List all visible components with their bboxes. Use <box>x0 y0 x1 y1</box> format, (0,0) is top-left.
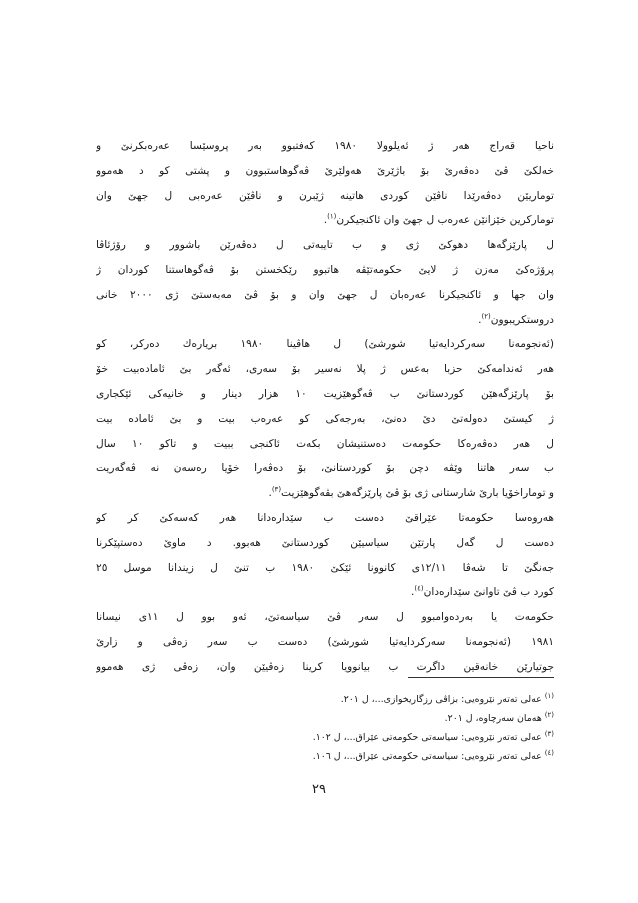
text-line: (ئەنجومەنا سەرکردایەتیا شورشێ) ل هاڤینا ١٩٨٠ بریارەك دەرکر، کو <box>96 338 554 351</box>
text-line: ژ کیستێ دەولەتێ دێ دەنێ، بەرجەکی کو عەرەب بیت و بێ ئامادە بیت <box>96 412 554 425</box>
text-line: خەلکێ ڤێ دەڤەرێ بۆ باژێرێ هەولێرێ ڤەگوهاستبوون و پشتی کو د هەموو <box>96 164 554 177</box>
footnote <box>96 709 554 728</box>
footnote-ref: (١) <box>327 212 337 221</box>
footnote-text: عەلی تەتەر نێروەیی: سیاسەتی حکومەتی عێراق...، ل ١٠٢. <box>312 732 542 743</box>
text-line-content: و توماراخۆیا بارێ شارستانی ژی بۆ ڤێ پارێزگەهێ بڤەگوهێزیت <box>281 487 554 500</box>
text-line: جوتیارێن خانەقین داگرت ب بیانوویا کرینا زەڤیێن وان، زەڤی ژی هەموو <box>96 660 554 673</box>
page-number: ٢٩ <box>312 782 326 797</box>
footnote-text: هەمان سەرچاوە، ل ٢٠١. <box>444 713 542 724</box>
text-line: ل پارێزگەها دهوکێ ژی و ب تایبەتی ل دەڤەرێن باشوور و رۆژئاڤا <box>96 239 554 252</box>
footnote <box>96 690 554 709</box>
footnote-mark: (٤) <box>544 748 554 757</box>
text-line: ١٩٨١ (ئەنجومەنا سەرکردایەتیا شورشێ) دەست ب سەر زەڤی و زارێ <box>96 635 554 648</box>
text-line: ب سەر هاتنا وێڤە دچن بۆ کوردستانێ، بۆ دەڤەرا خۆیا رەسەن نە ڤەگەریت <box>96 462 554 475</box>
footnote-ref: (٢) <box>481 312 491 321</box>
footnote-ref: (٣) <box>271 485 282 494</box>
footnote-separator <box>408 677 554 678</box>
text-line-content: دروستکریبوون <box>490 313 554 326</box>
text-line: دروستکریبوون$^{(٢)}$. <box>478 312 554 326</box>
footnote-mark: (١) <box>544 691 554 700</box>
footnote-text: عەلی تەتەر نێروەیی: سیاسەتی حکومەتی عێراق...، ل ١٠٦. <box>312 751 542 762</box>
footnote <box>96 728 554 747</box>
footnote-mark: (٣) <box>544 729 554 738</box>
text-line: حکومەت یا بەردەوامبوو ل سەر ڤێ سیاسەتێ، ئەو بوو ل ١١ی نیسانا <box>96 611 554 624</box>
text-line: و توماراخۆیا بارێ شارستانی ژی بۆ ڤێ پارێزگەهێ بڤەگوهێزیت$^{(٣)}$. <box>268 485 554 500</box>
text-line: دەست ل گەل پارتێن سیاسیێن کوردستانێ هەبوو. د ماوێ دەستپێکرنا <box>96 536 554 549</box>
text-line: هەر ئەندامەکێ حزبا بەعس ژ پلا نەسیر بۆ سەری، ئەگەر بێ ئامادەبیت خۆ <box>96 363 554 376</box>
text-line-content: کورد ب ڤێ تاوانێ سێدارەدان <box>423 586 554 599</box>
footnote-text: عەلی تەتەر نێروەیی: بزاڤی رزگاریخوازی...، ل ٢٠١. <box>340 694 542 705</box>
footnote-ref: (٤) <box>414 584 424 593</box>
body-text <box>96 134 554 680</box>
text-line-content: توماركرین خێزانێن عەرەب ل جهێ وان ئاکنجیکرن <box>336 214 554 227</box>
text-line: توماریێن دەڤەرێدا ناڤێن کوردی هاتینە ژێبرن و ناڤێن عەرەبی ل جهێ وان <box>96 189 554 202</box>
text-line: وان جها و ئاکنجیکرنا عەرەبان ل جهێ وان و بۆ ڤێ مەبەستێ ژی ٢٠٠٠ خانی <box>96 288 554 301</box>
text-line: ل هەر دەڤەرەکا حکومەت دەستنیشان بکەت ئاکنجی ببیت و تاکو ١٠ سال <box>96 437 554 450</box>
text-line: توماركرین خێزانێن عەرەب ل جهێ وان ئاکنجیکرن$^{(١)}$. <box>323 212 554 227</box>
text-line: ناحیا قەراج هەر ژ ئەیلوولا ١٩٨٠ کەفتبوو بەر پروسێسا عەرەبکرنێ و <box>96 140 554 152</box>
footnote-mark: (٢) <box>544 710 554 719</box>
text-line: جەنگێ تا شەڤا ١٢/١١ی کانوونا ئێکێ ١٩٨٠ ب تنێ ل زیندانا موسل ٢٥ <box>96 561 554 574</box>
text-line: بۆ پارێزگەهێن کوردستانێ ب ڤەگوهێزیت ١٠ هزار دینار و خانیەکی ئێکجاری <box>96 387 554 400</box>
text-line: هەروەسا حکومەتا عێراقێ دەست ب سێدارەدانا هەر کەسەکێ کر کو <box>96 511 554 524</box>
text-line: کورد ب ڤێ تاوانێ سێدارەدان$^{(٤)}$. <box>411 584 554 599</box>
footnotes <box>96 690 554 766</box>
footnote <box>96 747 554 766</box>
text-line: پرۆژەکێ مەزن ژ لایێ حکومەتێڤە هاتبوو رێکخستن بۆ ڤەگوهاستنا کوردان ژ <box>96 263 554 276</box>
